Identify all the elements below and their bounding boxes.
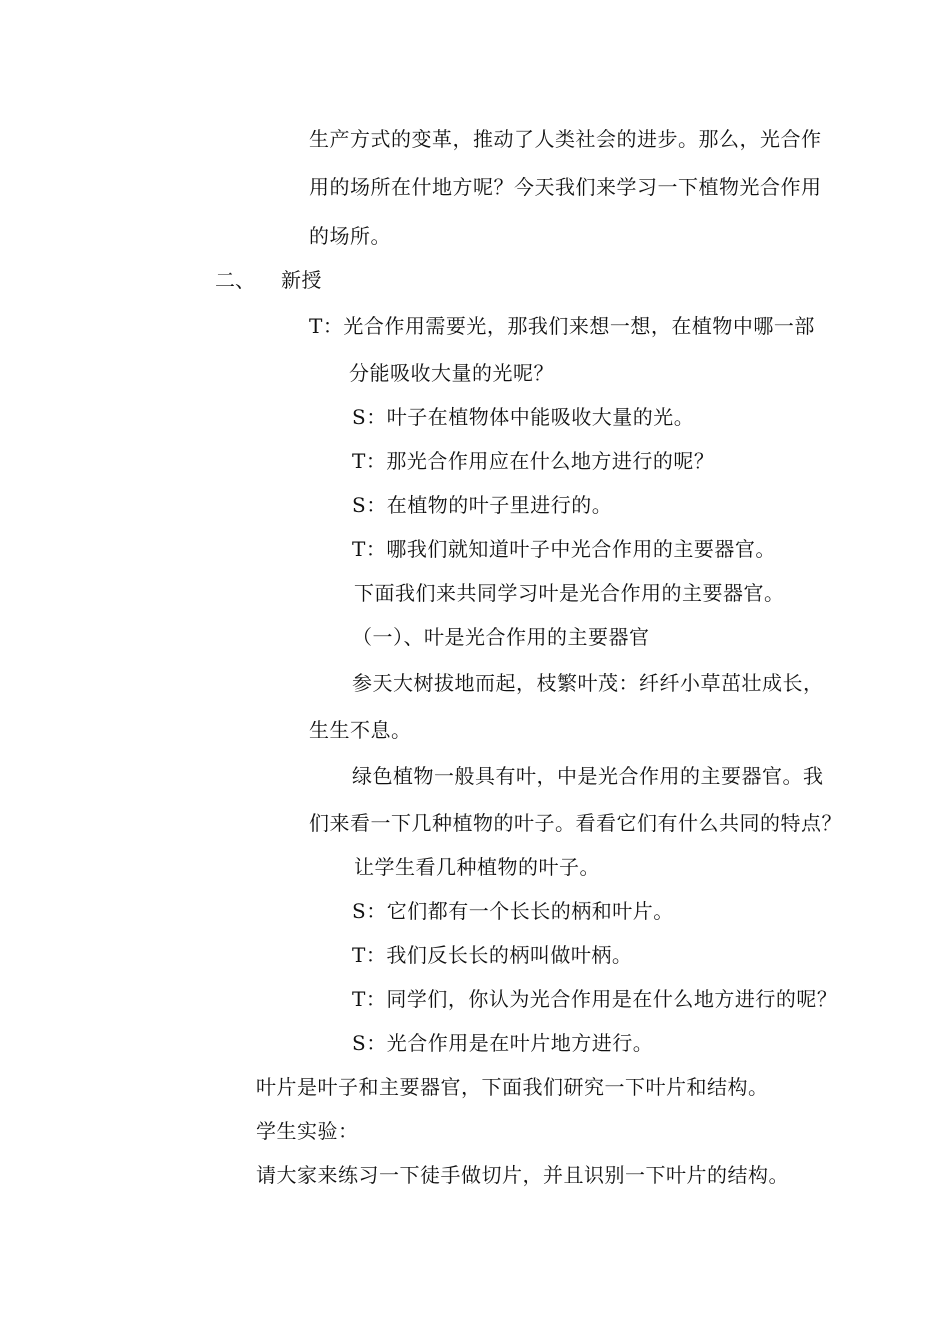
dialog-line-1: T：光合作用需要光，那我们来想一想，在植物中哪一部	[309, 314, 815, 338]
closing-line-3: 请大家来练习一下徒手做切片，并且识别一下叶片的结构。	[256, 1163, 789, 1187]
dialog-line-16: T：同学们，你认为光合作用是在什么地方进行的呢？	[352, 987, 838, 1011]
dialog-line-12: 们来看一下几种植物的叶子。看看它们有什么共同的特点？	[309, 811, 842, 835]
dialog-line-5: S：在植物的叶子里进行的。	[352, 493, 613, 517]
dialog-line-7: 下面我们来共同学习叶是光合作用的主要器官。	[354, 581, 785, 605]
intro-line-1: 生产方式的变革，推动了人类社会的进步。那么，光合作	[309, 127, 822, 151]
closing-line-2: 学生实验：	[256, 1119, 359, 1143]
dialog-line-15: T：我们反长长的柄叫做叶柄。	[352, 943, 633, 967]
dialog-line-3: S：叶子在植物体中能吸收大量的光。	[352, 405, 695, 429]
closing-line-1: 叶片是叶子和主要器官，下面我们研究一下叶片和结构。	[256, 1075, 769, 1099]
dialog-line-6: T：哪我们就知道叶子中光合作用的主要器官。	[352, 537, 776, 561]
dialog-line-13: 让学生看几种植物的叶子。	[354, 855, 600, 879]
dialog-line-10: 生生不息。	[309, 718, 412, 742]
intro-line-2: 用的场所在什地方呢？今天我们来学习一下植物光合作用	[309, 175, 822, 199]
dialog-line-14: S：它们都有一个长长的柄和叶片。	[352, 899, 674, 923]
intro-line-3: 的场所。	[309, 224, 391, 248]
dialog-line-11: 绿色植物一般具有叶，中是光合作用的主要器官。我	[352, 764, 824, 788]
dialog-line-4: T：那光合作用应在什么地方进行的呢？	[352, 449, 715, 473]
subsection-heading: （一）、叶是光合作用的主要器官	[352, 625, 650, 649]
dialog-line-9: 参天大树拔地而起，枝繁叶茂：纤纤小草茁壮成长，	[352, 671, 824, 695]
dialog-line-2: 分能吸收大量的光呢？	[349, 361, 554, 385]
section-number: 二、	[215, 268, 255, 292]
dialog-line-17: S：光合作用是在叶片地方进行。	[352, 1031, 654, 1055]
section-title: 新授	[281, 268, 322, 292]
